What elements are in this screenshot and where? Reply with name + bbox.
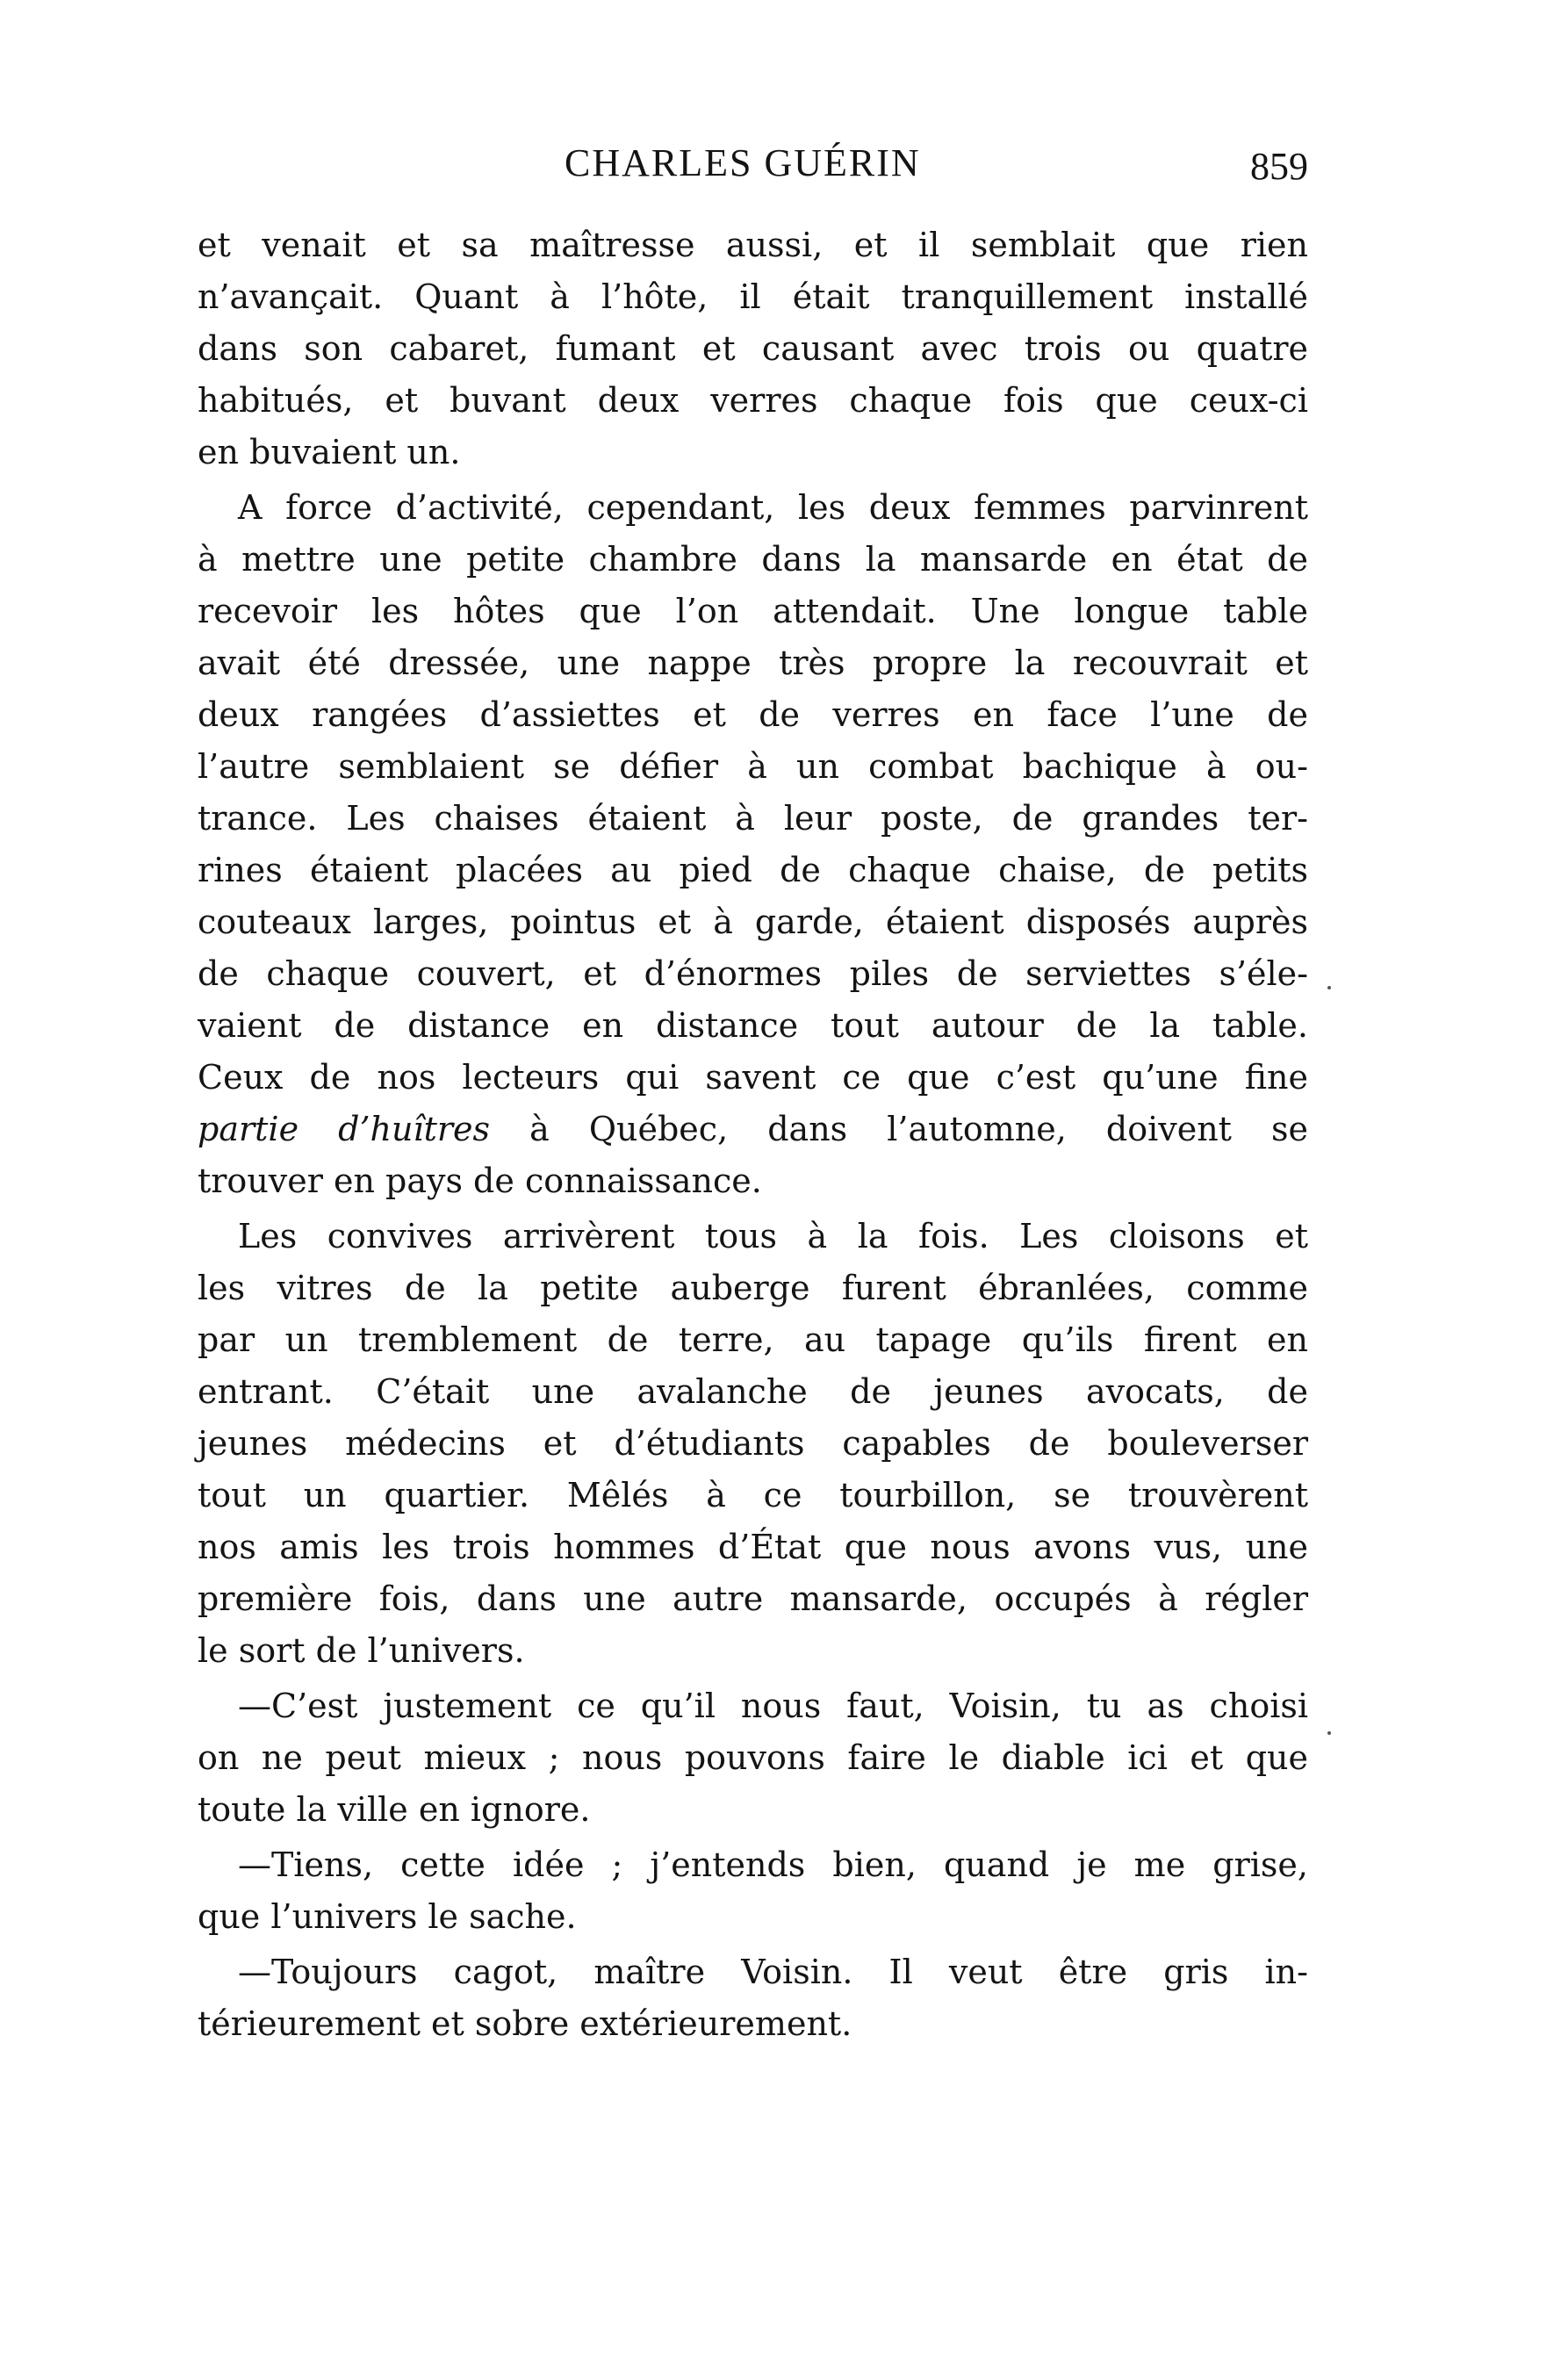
text-line: toute la ville en ignore. [198,1790,591,1829]
text-line: n’avançait. Quant à l’hôte, il était tranquillement installé [198,277,1308,316]
italic-phrase: partie d’huîtres [198,1110,491,1148]
text-line: par un tremblement de terre, au tapage qu’ils firent en [198,1320,1308,1359]
paragraph-first-line: A force d’activité, cependant, les deux femmes parvinrent [238,488,1308,527]
text-line: entrant. C’était une avalanche de jeunes avocats, de [198,1372,1308,1411]
text-line: l’autre semblaient se défier à un combat bachique à ou- [198,747,1308,786]
text-line: térieurement et sobre extérieurement. [198,2004,852,2043]
dialogue-line: —Tiens, cette idée ; j’entends bien, quand je me grise, [238,1845,1308,1884]
text-line: jeunes médecins et d’étudiants capables de bouleverser [198,1424,1308,1463]
paper-speck [1327,1731,1331,1735]
text-line: Ceux de nos lecteurs qui savent ce que c’est qu’une fine [198,1058,1308,1097]
text-line: et venait et sa maîtresse aussi, et il semblait que rien [198,226,1308,264]
text-line: dans son cabaret, fumant et causant avec trois ou quatre [198,329,1308,368]
text-line: rines étaient placées au pied de chaque chaise, de petits [198,851,1308,889]
text-line: on ne peut mieux ; nous pouvons faire le diable ici et que [198,1738,1308,1777]
text-line-with-italic [198,1104,1308,1155]
text-line: à mettre une petite chambre dans la mansarde en état de [198,540,1308,579]
text-line: couteaux larges, pointus et à garde, étaient disposés auprès [198,903,1308,941]
text-line: habitués, et buvant deux verres chaque fois que ceux-ci [198,381,1308,420]
text-line: que l’univers le sache. [198,1897,577,1936]
running-title: CHARLES GUÉRIN [565,141,921,184]
text-line: trance. Les chaises étaient à leur poste, de grandes ter- [198,799,1308,838]
dialogue-line: —C’est justement ce qu’il nous faut, Voisin, tu as choisi [238,1687,1308,1725]
text-line: de chaque couvert, et d’énormes piles de serviettes s’éle- [198,954,1308,993]
text-line: deux rangées d’assiettes et de verres en face l’une de [198,695,1308,734]
dialogue-line: —Toujours cagot, maître Voisin. Il veut être gris in- [238,1953,1308,1991]
text-line: le sort de l’univers. [198,1631,525,1670]
text-line: en buvaient un. [198,433,461,471]
text-line: tout un quartier. Mêlés à ce tourbillon, se trouvèrent [198,1476,1308,1514]
text-line: nos amis les trois hommes d’État que nous avons vus, une [198,1528,1308,1566]
text-line: avait été dressée, une nappe très propre la recouvrait et [198,644,1308,682]
body-text [198,219,1308,2050]
text-line: trouver en pays de connaissance. [198,1162,762,1200]
text-line: première fois, dans une autre mansarde, occupés à régler [198,1579,1308,1618]
running-head [198,133,1308,190]
paragraph-first-line: Les convives arrivèrent tous à la fois. Les cloisons et [238,1217,1308,1255]
text-line-rest: à Québec, dans l’automne, doivent se [529,1110,1308,1148]
text-line: vaient de distance en distance tout autour de la table. [198,1006,1308,1045]
text-line: recevoir les hôtes que l’on attendait. Une longue table [198,592,1308,630]
paper-speck [1327,986,1331,989]
page-number: 859 [1250,145,1308,188]
text-line: les vitres de la petite auberge furent ébranlées, comme [198,1269,1308,1307]
